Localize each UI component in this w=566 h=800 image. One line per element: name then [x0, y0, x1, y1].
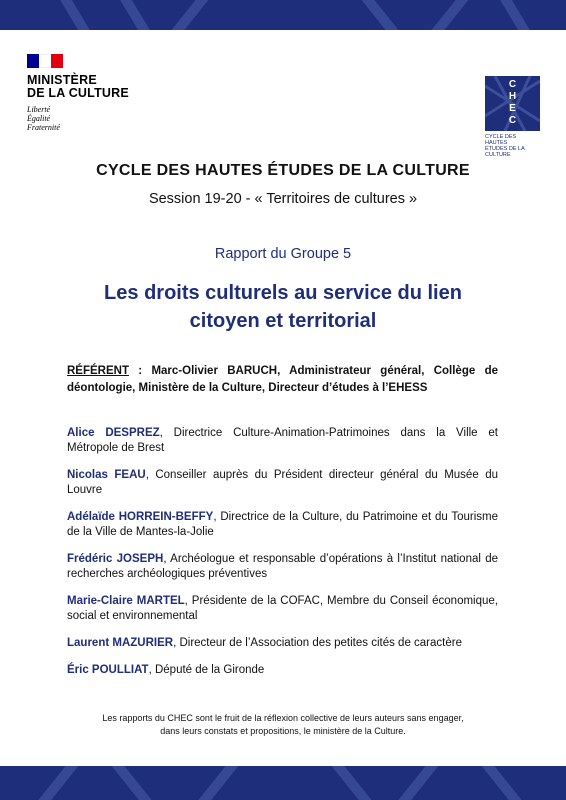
disclaimer-line2: dans leurs constats et propositions, le ministère de la Culture.: [160, 726, 406, 736]
ministry-name-line2: DE LA CULTURE: [27, 86, 129, 100]
member-role: , Député de la Gironde: [148, 664, 265, 676]
member-name: Adélaïde HORREIN-BEFFY: [67, 511, 214, 523]
chec-caption-line: CYCLE DES: [485, 134, 517, 140]
chec-logo: [485, 76, 541, 158]
members-list: [67, 426, 498, 690]
member-role: , Archéologue et responsable d’opérations à l’Institut national de recherches archéologiques préventives: [67, 553, 498, 580]
chec-caption: [485, 134, 545, 158]
member-role: , Directrice Culture-Animation-Patrimoines dans la Ville et Métropole de Brest: [67, 427, 498, 454]
session-subtitle: Session 19-20 - « Territoires de cultures »: [148, 191, 418, 207]
member-role: , Conseiller auprès du Président directeur général du Musée du Louvre: [67, 469, 498, 496]
chec-caption-line: CULTURE: [485, 152, 511, 158]
chec-letter-e: E: [509, 103, 516, 114]
member-item: [67, 426, 498, 456]
band-pattern-bottom: [0, 766, 566, 800]
report-title: [0, 279, 566, 335]
disclaimer-line1: Les rapports du CHEC sont le fruit de la réflexion collective de leurs auteurs sans engager,: [102, 713, 464, 723]
member-item: [67, 636, 498, 651]
referent-label: RÉFÉRENT: [67, 365, 129, 377]
chec-logo-square: [485, 76, 540, 131]
member-item: [67, 663, 498, 678]
member-item: [67, 552, 498, 582]
report-group: Rapport du Groupe 5: [214, 246, 352, 262]
referent-block: [67, 363, 498, 396]
ministry-name-line1: MINISTÈRE: [27, 73, 97, 87]
member-name: Nicolas FEAU: [67, 469, 146, 481]
member-item: [67, 510, 498, 540]
disclaimer-note: [40, 712, 526, 738]
chec-letter-c1: C: [508, 79, 517, 90]
member-item: [67, 468, 498, 498]
chec-letter-h: H: [508, 91, 517, 102]
chec-caption-line: HAUTES: [485, 140, 508, 146]
member-role: , Présidente de la COFAC, Membre du Conseil économique, social et environnemental: [67, 595, 498, 622]
member-name: Frédéric JOSEPH: [67, 553, 164, 565]
member-name: Marie-Claire MARTEL: [67, 595, 185, 607]
bottom-decorative-band: [0, 766, 566, 800]
motto-liberte: Liberté: [27, 105, 51, 114]
member-name: Éric POULLIAT: [67, 664, 149, 676]
chec-caption-line: ÉTUDES DE LA: [485, 146, 525, 152]
top-decorative-band: [0, 0, 566, 30]
report-title-line2: citoyen et territorial: [189, 310, 377, 332]
chec-letter-c2: C: [508, 115, 517, 126]
band-pattern-top: [0, 0, 566, 30]
motto-fraternite: Fraternité: [27, 123, 60, 132]
referent-text: : Marc-Olivier BARUCH, Administrateur général, Collège de déontologie, Ministère de la Culture, Directeur d’études à l’EHESS: [67, 365, 498, 394]
member-role: , Directrice de la Culture, du Patrimoine et du Tourisme de la Ville de Mantes-la-Jolie: [67, 511, 499, 538]
member-role: , Directeur de l’Association des petites cités de caractère: [173, 637, 462, 649]
cycle-title: CYCLE DES HAUTES ÉTUDES DE LA CULTURE: [96, 162, 470, 179]
french-flag-icon: [27, 54, 63, 68]
member-name: Laurent MAZURIER: [67, 637, 174, 649]
motto-egalite: Égalité: [27, 114, 51, 123]
member-item: [67, 594, 498, 624]
report-title-line1: Les droits culturels au service du lien: [104, 282, 462, 304]
ministry-logo: [27, 54, 157, 132]
member-name: Alice DESPREZ: [67, 427, 160, 439]
